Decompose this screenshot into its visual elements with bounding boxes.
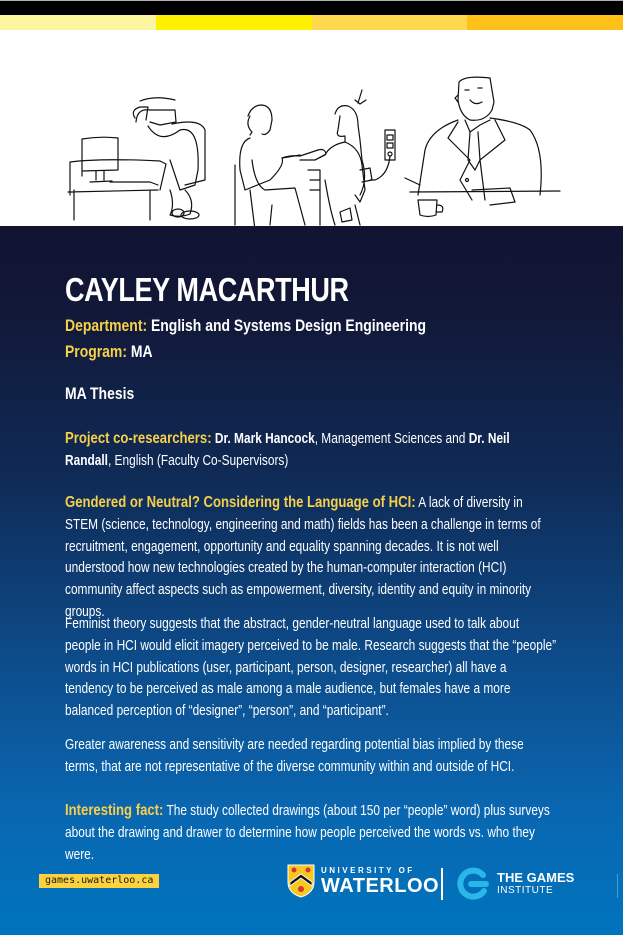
stripe-gold	[312, 15, 468, 30]
color-stripe-bar	[0, 15, 623, 30]
games-institute-title: THE GAMES	[497, 870, 575, 885]
uw-small-text: UNIVERSITY OF	[321, 866, 415, 875]
project-intro-paragraph	[65, 492, 557, 624]
illustration-strip	[0, 30, 623, 226]
person-at-computer-with-vr-headset-drawing-icon	[68, 98, 205, 220]
uw-big-text: WATERLOO	[321, 875, 440, 897]
project-intro-text: A lack of diversity in STEM (science, technology, engineering and math) fields has been a challenge in terms of recruitment, engagement, opportunity and equality spanning decades. It is not well understood how new technologies created by the human-computer interaction (HCI) community affect aspects such as empowerment, diversity, identity and equity in minority groups.	[65, 495, 541, 620]
researcher-1-dept: , Management Sciences and	[314, 431, 469, 447]
department-label: Department:	[65, 316, 148, 335]
doctor-and-patient-drawing-icon	[235, 90, 395, 226]
stripe-bright-yellow	[156, 15, 312, 30]
website-url-link[interactable]: games.uwaterloo.ca	[39, 874, 159, 888]
businessman-with-coffee-drawing-icon	[405, 77, 560, 216]
program-value: MA	[130, 342, 153, 361]
researcher-2-name-b: Randall	[65, 452, 108, 469]
program-label: Program:	[65, 342, 127, 361]
games-institute-logo	[455, 867, 574, 901]
researcher-2-dept: , English (Faculty Co-Supervisors)	[107, 452, 289, 469]
stripe-orange	[467, 15, 623, 30]
content-panel	[0, 226, 623, 935]
top-black-band	[0, 0, 623, 15]
logo-divider	[441, 868, 443, 900]
department-row	[65, 316, 426, 336]
department-value: English and Systems Design Engineering	[150, 316, 426, 335]
researchers-label: Project co-researchers:	[65, 430, 212, 447]
researchers-paragraph	[65, 428, 557, 473]
interesting-fact-paragraph	[65, 800, 557, 866]
stripe-pale-yellow	[0, 15, 156, 30]
fact-text: The study collected drawings (about 150 per “people” word) plus surveys about the drawing and drawer to determine how people perceived the words vs. who they were.	[65, 803, 550, 863]
waterloo-crest-icon	[287, 864, 315, 898]
project-title: Gendered or Neutral? Considering the Language of HCI:	[65, 494, 416, 511]
researcher-1-name: Dr. Mark Hancock	[214, 431, 315, 447]
researcher-2-name-a: Dr. Neil	[468, 431, 510, 447]
thesis-type: MA Thesis	[65, 384, 135, 403]
games-institute-subtitle: INSTITUTE	[497, 885, 554, 896]
edge-mark	[617, 874, 618, 898]
project-paragraph-3: Greater awareness and sensitivity are needed regarding potential bias implied by these terms, that are not representative of the diverse community within and outside of HCI.	[65, 737, 524, 775]
student-name: CAYLEY MACARTHUR	[65, 271, 349, 308]
fact-label: Interesting fact:	[65, 802, 164, 819]
program-row	[65, 342, 153, 362]
university-of-waterloo-logo	[287, 864, 439, 898]
games-institute-g-icon	[455, 867, 489, 901]
project-paragraph-2: Feminist theory suggests that the abstract, gender-neutral language used to talk about people in HCI would elicit imagery perceived to be male. Research suggests that the “people” words in HCI publications (user, participant, person, designer, researcher) all have a tendency to be perceived as male among a male audience, but females have a more balanced perception of “designer”, “person”, and “participant”.	[65, 616, 557, 720]
